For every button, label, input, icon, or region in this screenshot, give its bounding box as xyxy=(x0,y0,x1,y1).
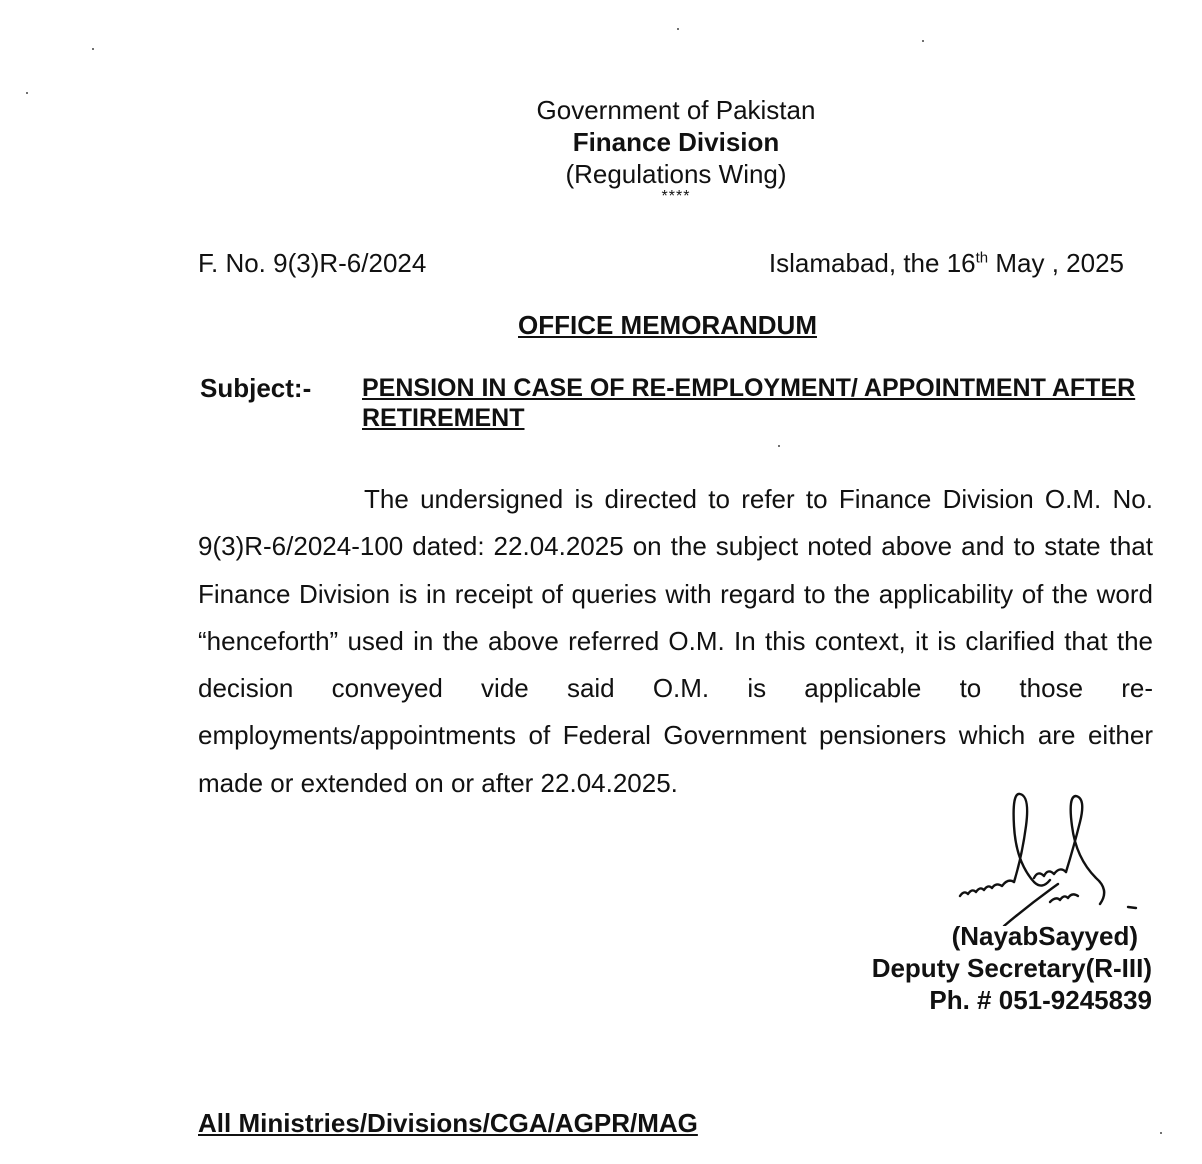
signatory-name: (NayabSayyed) xyxy=(951,921,1138,951)
subject-text: PENSION IN CASE OF RE-EMPLOYMENT/ APPOINTMENT AFTER RETIREMENT xyxy=(362,374,1136,432)
government-line: Government of Pakistan xyxy=(536,95,816,125)
date-rest: May , 2025 xyxy=(988,248,1124,278)
memo-body: The undersigned is directed to refer to Finance Division O.M. No. 9(3)R-6/2024-100 dated: 22.04.2025 on the subject noted above and to state that Finance Division is in receipt of queries with regard to the applicability of the word “henceforth” used in the above referred O.M. In this context, it is clarified that the decision conveyed vide said O.M. is applicable to those re-employments/appointments of Federal Government pensioners which are either made or extended on or after 22.04.2025. xyxy=(198,484,1153,798)
division-line: Finance Division xyxy=(572,127,780,157)
scan-speck xyxy=(92,48,94,50)
scan-speck xyxy=(677,28,679,30)
scan-speck xyxy=(778,445,780,447)
signatory-designation: Deputy Secretary(R-III) xyxy=(871,953,1152,983)
handwritten-signature xyxy=(950,786,1140,926)
date-prefix: Islamabad, the 16 xyxy=(768,248,976,278)
scan-speck xyxy=(1160,1132,1162,1134)
addressee: All Ministries/Divisions/CGA/AGPR/MAG xyxy=(198,1108,698,1138)
scan-speck xyxy=(922,40,924,42)
signatory-block xyxy=(872,920,1152,1016)
signatory-phone: Ph. # 051-9245839 xyxy=(929,985,1152,1015)
date-line xyxy=(769,248,1124,279)
subject-label: Subject:- xyxy=(200,373,312,403)
file-number: F. No. 9(3)R-6/2024 xyxy=(198,248,427,278)
wing-line: (Regulations Wing) xyxy=(565,159,787,189)
scan-speck xyxy=(26,92,28,94)
date-ordinal: th xyxy=(975,249,989,267)
memo-title: OFFICE MEMORANDUM xyxy=(518,310,817,340)
header-stars: **** xyxy=(661,188,691,205)
letterhead xyxy=(376,94,976,204)
